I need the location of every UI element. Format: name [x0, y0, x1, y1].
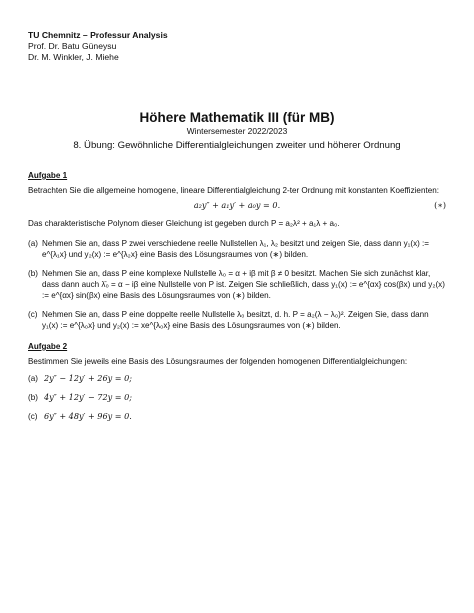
item-equation: 4y″ + 12y′ − 72y = 0; — [44, 392, 132, 402]
item-text: Nehmen Sie an, dass P eine doppelte reelle Nullstelle λ₀ besitzt, d. h. P = a₂(λ − λ₀)². Zeigen Sie, dass dann y₁(x) := e^{λ₀x} und y₂(x) := xe^{λ₀x} eine Basis des Lösungsraumes von (∗) bilden. — [42, 310, 429, 330]
item-equation: 2y″ − 12y′ + 26y = 0; — [44, 373, 132, 383]
staff-line: Dr. M. Winkler, J. Miehe — [28, 52, 119, 62]
exercise-subtitle: 8. Übung: Gewöhnliche Differentialgleichungen zweiter und höherer Ordnung — [73, 140, 401, 151]
semester: Wintersemester 2022/2023 — [186, 126, 288, 136]
task2-item-a — [28, 373, 446, 384]
task1-equation-row — [28, 200, 446, 214]
document-title: Höhere Mathematik III (für MB) — [139, 110, 335, 125]
item-label: (c) — [28, 412, 38, 421]
item-label: (a) — [28, 374, 38, 383]
equation-tag: (∗) — [434, 200, 446, 210]
item-label: (b) — [28, 269, 38, 278]
task1-items — [28, 238, 446, 331]
task1-intro: Betrachten Sie die allgemeine homogene, lineare Differentialgleichung 2-ter Ordnung mit konstanten Koeffizienten: — [28, 186, 439, 195]
header-block — [28, 30, 168, 63]
item-label: (a) — [28, 239, 38, 248]
item-text: Nehmen Sie an, dass P eine komplexe Nullstelle λ₀ = α + iβ mit β ≠ 0 besitzt. Machen Sie sich zunächst klar, dass dann auch λ̄₀ = α − iβ eine Nullstelle von P ist. Zeigen Sie schließlich, dass y₁(x) := e^{αx} cos(βx) und y₂(x) := e^{αx} sin(βx) eine Basis des Lösungsraumes von (∗) bilden. — [42, 269, 445, 300]
document-body — [28, 170, 446, 430]
task1-heading: Aufgabe 1 — [28, 171, 68, 180]
task1-item-c — [28, 309, 446, 331]
professor-line: Prof. Dr. Batu Güneysu — [28, 41, 117, 51]
institute-name: TU Chemnitz – Professur Analysis — [28, 30, 168, 40]
item-equation: 6y″ + 48y′ + 96y = 0. — [44, 411, 132, 421]
task1-item-b — [28, 268, 446, 301]
task1-item-a — [28, 238, 446, 260]
item-label: (c) — [28, 310, 38, 319]
item-label: (b) — [28, 393, 38, 402]
task2-heading: Aufgabe 2 — [28, 342, 68, 351]
task2-item-b — [28, 392, 446, 403]
item-text: Nehmen Sie an, dass P zwei verschiedene reelle Nullstellen λ₁, λ₂ besitzt und zeigen Sie, dass dann y₁(x) := e^{λ₁x} und y₂(x) := e^{λ₂x} eine Basis des Lösungsraumes von (∗) bilden. — [42, 239, 430, 259]
task2-intro: Bestimmen Sie jeweils eine Basis des Lösungsraumes der folgenden homogenen Differentialgleichungen: — [28, 357, 408, 366]
task1-equation: a₂y″ + a₁y′ + a₀y = 0. — [193, 200, 281, 210]
task2-item-c — [28, 411, 446, 422]
task1-polynomial: Das charakteristische Polynom dieser Gleichung ist gegeben durch P = a₂λ² + a₁λ + a₀. — [28, 219, 340, 228]
